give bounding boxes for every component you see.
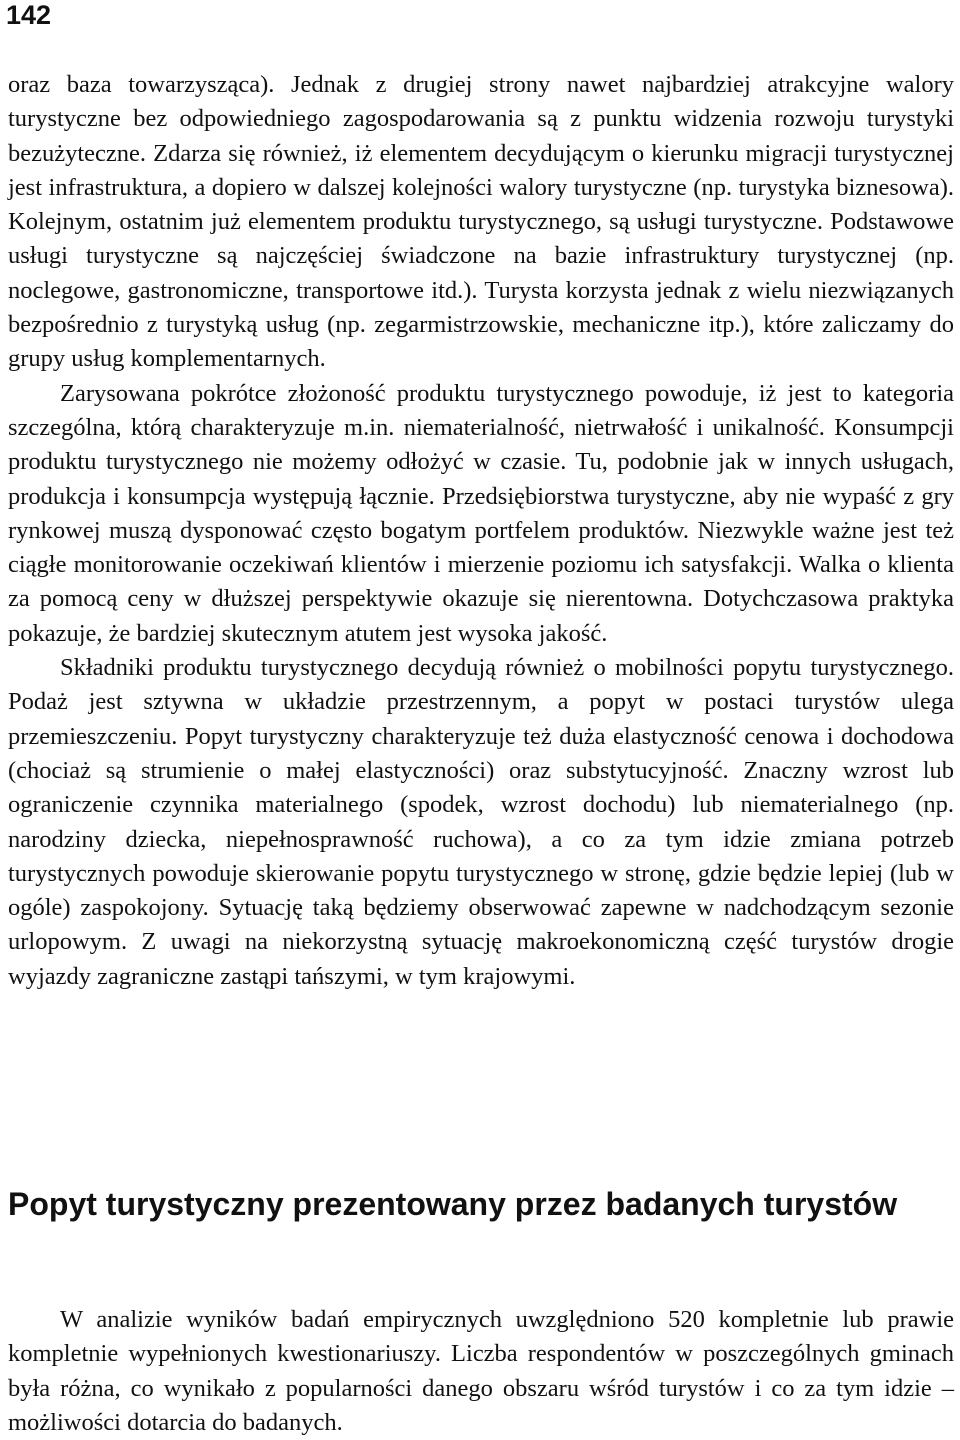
paragraph: Składniki produktu turystycznego decydują również o mobilności popytu turystycznego. Podaż jest sztywna w układzie przestrzennym, a popyt w postaci turystów ulega przemieszczeniu. Popyt turystyczny charakteryzuje też duża elastyczność cenowa i dochodowa (chociaż są strumienie o małej elastyczności) oraz substytucyjność. Znaczny wzrost lub ograniczenie czynnika materialnego (spodek, wzrost dochodu) lub niematerialnego (np. narodziny dziecka, niepełnosprawność ruchowa), a co za tym idzie zmiana potrzeb turystycznych powoduje skierowanie popytu turystycznego w stronę, gdzie będzie lepiej (lub w ogóle) zaspokojony. Sytuację taką będziemy obserwować zapewne w nadchodzącym sezonie urlopowym. Z uwagi na niekorzystną sytuację makroekonomiczną część turystów drogie wyjazdy zagraniczne zastąpi tańszymi, w tym krajowymi. [8,654,954,990]
section-heading: Popyt turystyczny prezentowany przez badanych turystów [8,1186,898,1222]
body-text-bottom [8,1303,954,1440]
body-text-top [8,68,954,994]
paragraph: W analizie wyników badań empirycznych uwzględniono 520 kompletnie lub prawie kompletnie wypełnionych kwestionariuszy. Liczba respondentów w poszczególnych gminach była różna, co wynikało z popularności danego obszaru wśród turystów i co za tym idzie – możliwości dotarcia do badanych. [8,1306,954,1436]
page-number: 142 [6,0,52,30]
paragraph: oraz baza towarzysząca). Jednak z drugiej strony nawet najbardziej atrakcyjne walory turystyczne bez odpowiedniego zagospodarowania są z punktu widzenia rozwoju turystyki bezużyteczne. Zdarza się również, iż elementem decydującym o kierunku migracji turystycznej jest infrastruktura, a dopiero w dalszej kolejności walory turystyczne (np. turystyka biznesowa). Kolejnym, ostatnim już elementem produktu turystycznego, są usługi turystyczne. Podstawowe usługi turystyczne są najczęściej świadczone na bazie infrastruktury turystycznej (np. noclegowe, gastronomiczne, transportowe itd.). Turysta korzysta jednak z wielu niezwiązanych bezpośrednio z turystyką usług (np. zegarmistrzowskie, mechaniczne itp.), które zaliczamy do grupy usług komplementarnych. [8,71,954,373]
paragraph: Zarysowana pokrótce złożoność produktu turystycznego powoduje, iż jest to kategoria szczególna, którą charakteryzuje m.in. niematerialność, nietrwałość i unikalność. Konsumpcji produktu turystycznego nie możemy odłożyć w czasie. Tu, podobnie jak w innych usługach, produkcja i konsumpcja występują łącznie. Przedsiębiorstwa turystyczne, aby nie wypaść z gry rynkowej muszą dysponować często bogatym portfelem produktów. Niezwykle ważne jest też ciągłe monitorowanie oczekiwań klientów i mierzenie poziomu ich satysfakcji. Walka o klienta za pomocą ceny w dłuższej perspektywie okazuje się nierentowna. Dotychczasowa praktyka pokazuje, że bardziej skutecznym atutem jest wysoka jakość. [8,379,954,647]
